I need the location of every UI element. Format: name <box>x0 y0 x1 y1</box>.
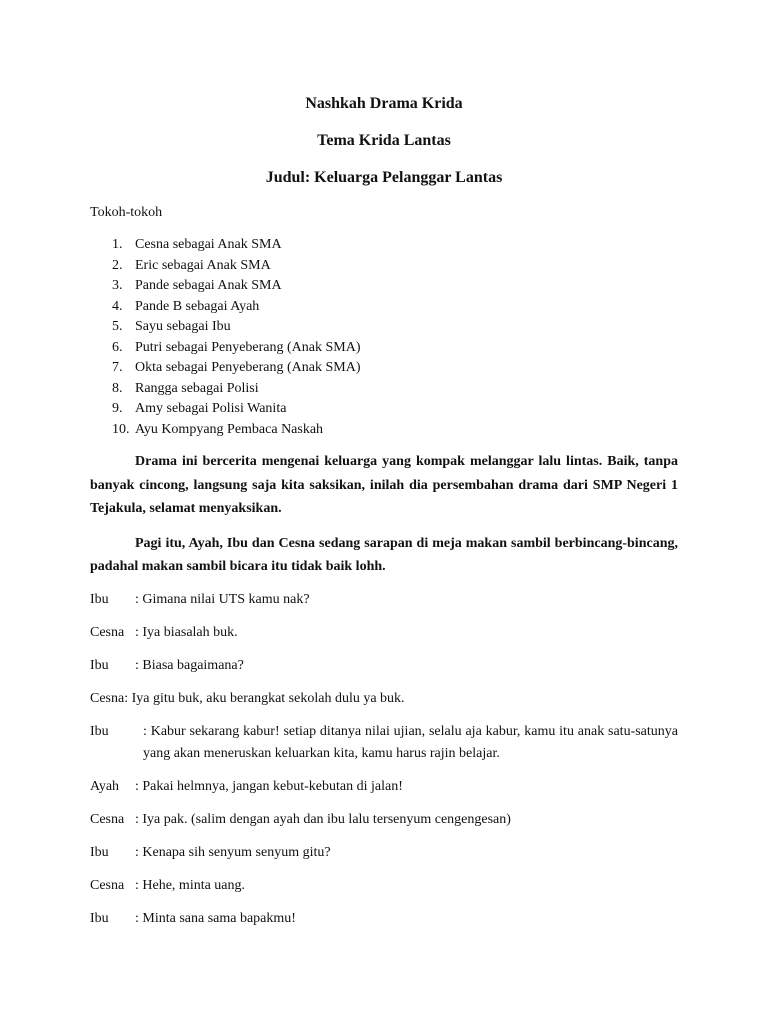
dialog-line <box>90 655 678 677</box>
dialog-text: Iya gitu buk, aku berangkat sekolah dulu ya buk. <box>128 690 405 706</box>
cast-text: Ayu Kompyang Pembaca Naskah <box>135 421 324 437</box>
cast-text: Rangga sebagai Polisi <box>135 380 259 396</box>
cast-item <box>90 256 678 277</box>
intro-paragraph: Drama ini bercerita mengenai keluarga yang kompak melanggar lalu lintas. Baik, tanpa banyak cincong, langsung saja kita saksikan, inilah dia persembahan drama dari SMP Negeri 1 Tejakula, selamat menyaksikan. <box>90 454 678 516</box>
cast-number: 7. <box>112 360 123 375</box>
scene-paragraph: Pagi itu, Ayah, Ibu dan Cesna sedang sarapan di meja makan sambil berbincang-bincang, padahal makan sambil bicara itu tidak baik lohh. <box>90 535 678 574</box>
dialog-line <box>90 809 678 831</box>
dialog-text: : Kenapa sih senyum senyum gitu? <box>135 844 331 860</box>
cast-item <box>90 399 678 420</box>
cast-item <box>90 358 678 379</box>
dialog-line <box>90 589 678 611</box>
dialog-line <box>90 721 678 765</box>
cast-item <box>90 235 678 256</box>
cast-text: Eric sebagai Anak SMA <box>135 257 271 273</box>
dialog-speaker: Ibu <box>90 723 109 739</box>
cast-text: Amy sebagai Polisi Wanita <box>135 401 287 416</box>
cast-number: 2. <box>112 257 123 273</box>
cast-item <box>90 317 678 338</box>
dialog-text: : Iya pak. (salim dengan ayah dan ibu lalu tersenyum cengengesan) <box>135 811 511 827</box>
cast-item <box>90 297 678 318</box>
dialog-speaker: Ibu <box>90 910 109 926</box>
dialog-speaker: Cesna: <box>90 690 129 706</box>
cast-item <box>90 379 678 400</box>
dialog-speaker: Ibu <box>90 591 109 607</box>
cast-number: 3. <box>112 278 123 293</box>
dialog-text: : Minta sana sama bapakmu! <box>135 910 296 926</box>
dialog-line <box>90 622 678 644</box>
cast-number: 4. <box>112 298 123 314</box>
dialog-speaker: Ibu <box>90 844 109 860</box>
cast-heading: Tokoh-tokoh <box>90 205 163 220</box>
cast-number: 8. <box>112 380 123 396</box>
dialog-speaker: Ayah <box>90 778 120 794</box>
dialog-text: : Iya biasalah buk. <box>135 624 238 640</box>
cast-text: Pande sebagai Anak SMA <box>135 278 282 293</box>
dialog-line <box>90 908 678 930</box>
dialog-speaker: Cesna <box>90 811 125 827</box>
cast-item <box>90 276 678 297</box>
cast-number: 10. <box>112 421 130 437</box>
cast-text: Putri sebagai Penyeberang (Anak SMA) <box>135 339 361 355</box>
dialog-speaker: Cesna <box>90 877 125 893</box>
cast-text: Sayu sebagai Ibu <box>135 319 231 334</box>
dialog-text: : Hehe, minta uang. <box>135 877 246 893</box>
dialog-text: : Gimana nilai UTS kamu nak? <box>135 591 310 607</box>
cast-number: 5. <box>112 319 123 334</box>
cast-number: 1. <box>112 237 123 252</box>
cast-text: Okta sebagai Penyeberang (Anak SMA) <box>135 360 361 375</box>
cast-number: 6. <box>112 339 123 355</box>
cast-text: Pande B sebagai Ayah <box>135 298 260 314</box>
theme-title: Tema Krida Lantas <box>317 132 451 149</box>
dialog-line <box>90 842 678 864</box>
dialog-line <box>90 688 678 710</box>
document-title: Nashkah Drama Krida <box>305 95 463 112</box>
cast-item <box>90 420 678 441</box>
judul-title: Judul: Keluarga Pelanggar Lantas <box>265 169 503 186</box>
dialog-text: : Kabur sekarang kabur! setiap ditanya nilai ujian, selalu aja kabur, kamu itu anak satu-satunya yang akan meneruskan keluarkan kita, kamu harus rajin belajar. <box>143 723 678 761</box>
cast-text: Cesna sebagai Anak SMA <box>135 237 282 252</box>
dialog-speaker: Cesna <box>90 624 125 640</box>
cast-item <box>90 338 678 359</box>
dialog-line <box>90 875 678 897</box>
cast-number: 9. <box>112 401 123 416</box>
dialog-line <box>90 776 678 798</box>
cast-list <box>90 235 678 440</box>
dialog-text: : Pakai helmnya, jangan kebut-kebutan di jalan! <box>135 778 403 794</box>
dialog-speaker: Ibu <box>90 657 109 673</box>
dialog-text: : Biasa bagaimana? <box>135 657 244 673</box>
